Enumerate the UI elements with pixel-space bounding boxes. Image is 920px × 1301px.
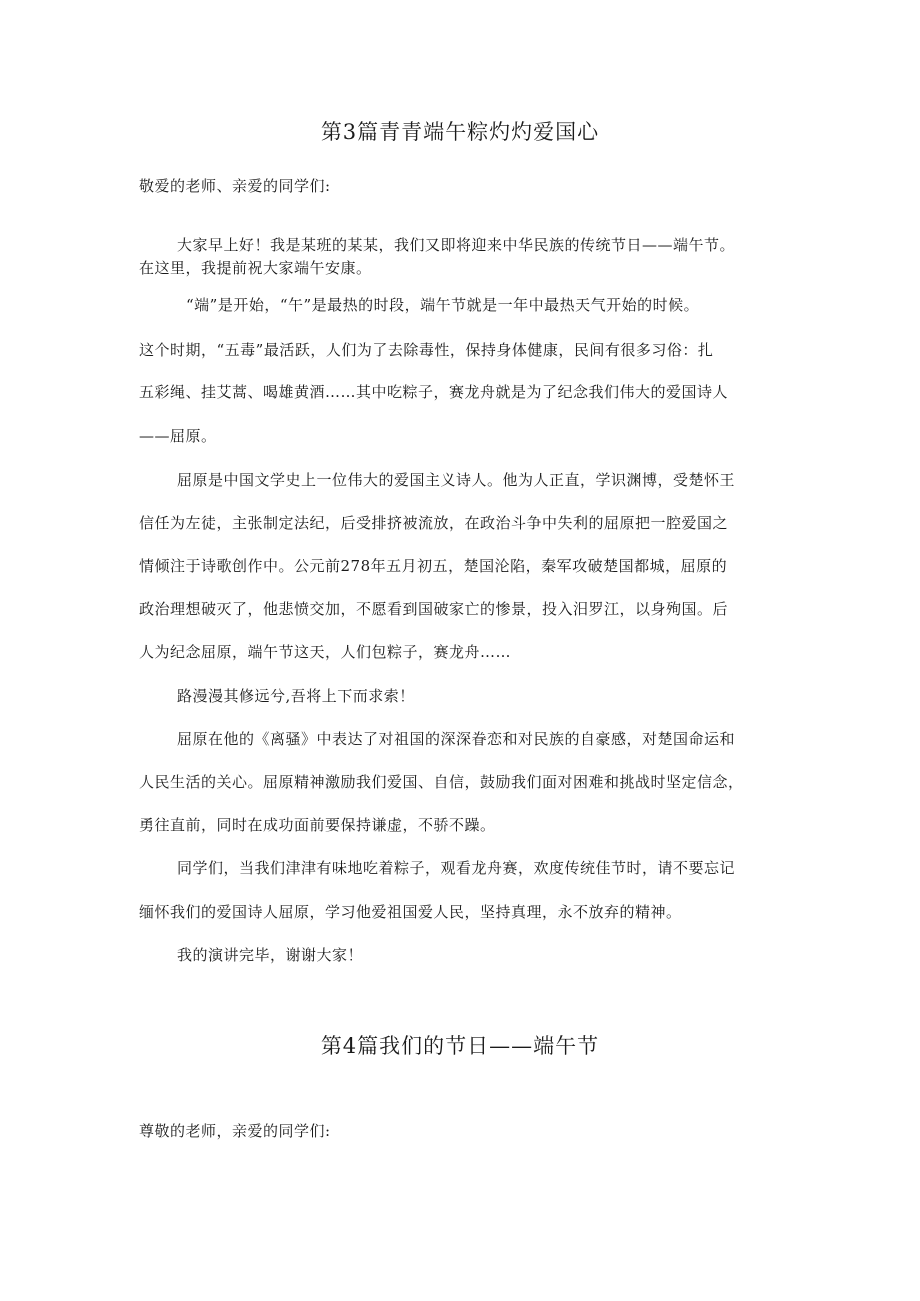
article-3-line-4: 这个时期，“五毒”最活跃，人们为了去除毒性，保持身体健康，民间有很多习俗：扎: [139, 341, 714, 359]
article-3-line-13: 屈原在他的《离骚》中表达了对祖国的深深眷恋和对民族的自豪感，对楚国命运和: [177, 730, 736, 748]
article-3-line-14: 人民生活的关心。屈原精神激励我们爱国、自信，鼓励我们面对困难和挑战时坚定信念，: [139, 773, 744, 791]
article-3-line-12: 路漫漫其修远兮,吾将上下而求索！: [177, 687, 415, 705]
article-3-line-18: 我的演讲完毕，谢谢大家！: [177, 946, 364, 964]
article-3-line-10: 政治理想破灭了，他悲愤交加，不愿看到国破家亡的惨景，投入汨罗江，以身殉国。后: [139, 600, 729, 618]
article-3-line-17: 缅怀我们的爱国诗人屈原，学习他爱祖国爱人民，坚持真理，永不放弃的精神。: [139, 903, 682, 921]
article-4-salutation: 尊敬的老师，亲爱的同学们:: [139, 1122, 331, 1140]
article-3-line-5: 五彩绳、挂艾蒿、喝雄黄酒……其中吃粽子，赛龙舟就是为了纪念我们伟大的爱国诗人: [139, 383, 729, 401]
article-3-line-11: 人为纪念屈原，端午节这天，人们包粽子，赛龙舟……: [139, 643, 512, 661]
article-3-line-9: 情倾注于诗歌创作中。公元前278年五月初五，楚国沦陷，秦军攻破楚国都城，屈原的: [139, 557, 728, 575]
article-3-line-1: 大家早上好！我是某班的某某，我们又即将迎来中华民族的传统节日——端午节。: [177, 236, 736, 254]
article-3-line-16: 同学们，当我们津津有味地吃着粽子，观看龙舟赛，欢度传统佳节时，请不要忘记: [177, 859, 736, 877]
article-3-salutation: 敬爱的老师、亲爱的同学们:: [139, 177, 331, 195]
article-3-title: 第3篇青青端午粽灼灼爱国心: [320, 120, 600, 144]
article-3-line-7: 屈原是中国文学史上一位伟大的爱国主义诗人。他为人正直，学识渊博，受楚怀王: [177, 471, 736, 489]
article-3-line-15: 勇往直前，同时在成功面前要保持谦虚，不骄不躁。: [139, 816, 496, 834]
article-3-line-8: 信任为左徒，主张制定法纪，后受排挤被流放，在政治斗争中失利的屈原把一腔爱国之: [139, 514, 729, 532]
article-4-title: 第4篇我们的节日——端午节: [320, 1034, 600, 1058]
article-3-line-3: “端”是开始，“午”是最热的时段，端午节就是一年中最热天气开始的时候。: [186, 296, 700, 314]
article-3-line-2: 在这里，我提前祝大家端午安康。: [139, 259, 372, 277]
article-3-line-6: ——屈原。: [139, 427, 217, 445]
